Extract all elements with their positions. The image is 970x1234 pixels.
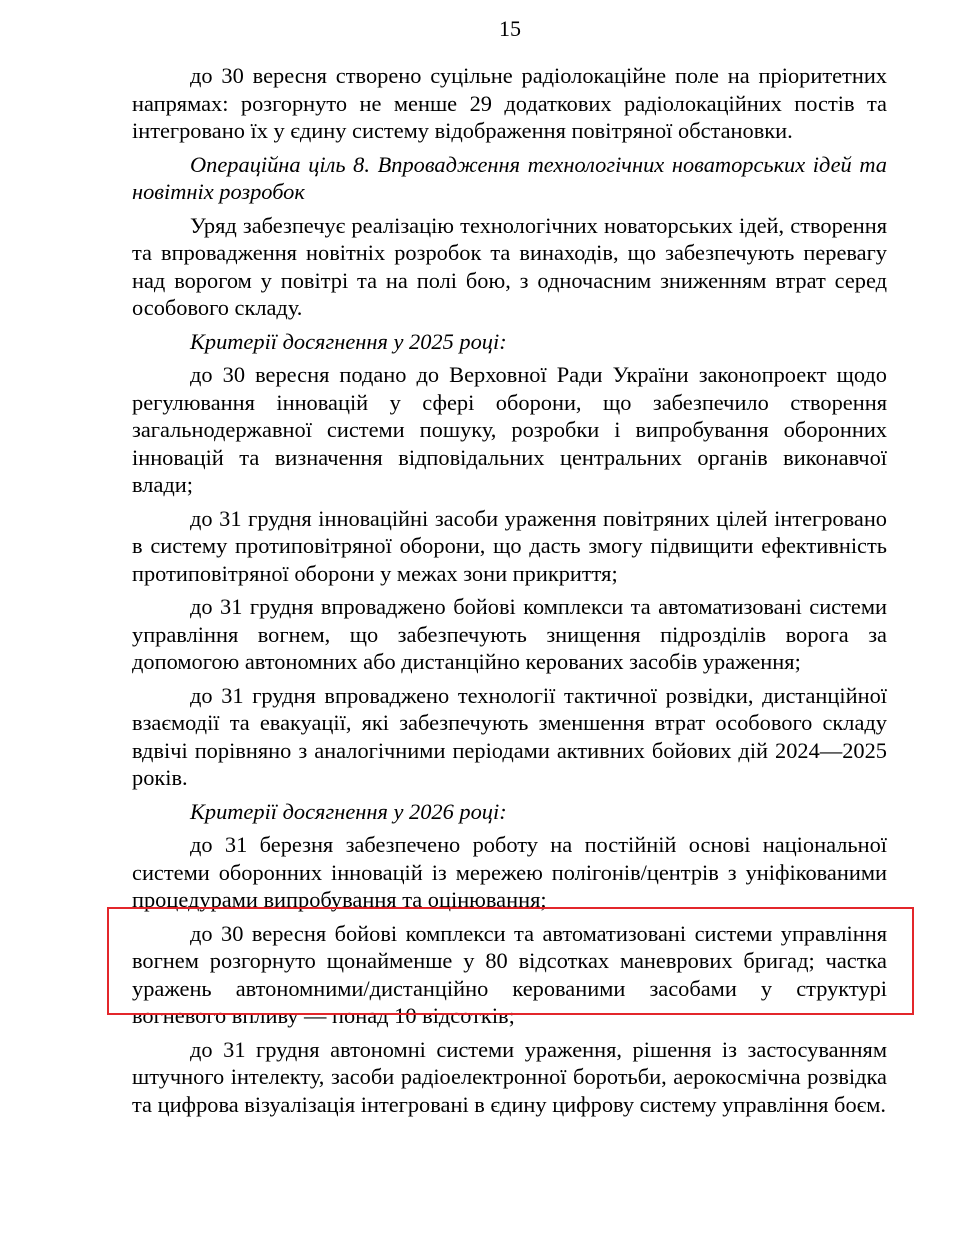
- criteria-2026-heading: Критерії досягнення у 2026 році:: [190, 798, 507, 824]
- highlight-box: [107, 907, 914, 1015]
- criterion-2026-brigades-highlighted: до 30 вересня бойові комплекси та автоматизовані системи управління вогнем розгорнуто щонайменше у 80 відсотках маневрових бригад; частка уражень автономними/дистанційно керованими засобами у структурі вогневого впливу — понад 10 відсотків;: [132, 920, 887, 1028]
- page-number: 15: [499, 16, 521, 41]
- operational-goal-heading: Операційна ціль 8. Впровадження технологічних новаторських ідей та новітніх розробок: [132, 151, 887, 204]
- criterion-2025-air-defense: до 31 грудня інноваційні засоби ураження повітряних цілей інтегровано в систему протиповітряної оборони, що дасть змогу підвищити ефективність протиповітряної оборони у межах зони прикриття;: [132, 505, 887, 586]
- criterion-2025-fire-control: до 31 грудня впроваджено бойові комплекси та автоматизовані системи управління вогнем, що забезпечують знищення підрозділів ворога за допомогою автономних або дистанційно керованих засобів ураження;: [132, 594, 887, 674]
- paragraph-government-ensures: Уряд забезпечує реалізацію технологічних новаторських ідей, створення та впровадження новітніх розробок та винаходів, що забезпечують перевагу над ворогом у повітрі та на полі бою, з одночасним зниженням втрат серед особового складу.: [132, 212, 887, 320]
- criterion-2025-bill: до 30 вересня подано до Верховної Ради України законопроект щодо регулювання інновацій у сфері оборони, що забезпечило створення загальнодержавної системи пошуку, розробки і випробування оборонних інновацій та визначення відповідальних центральних органів виконавчої влади;: [132, 362, 887, 497]
- criterion-2025-recon: до 31 грудня впроваджено технології тактичної розвідки, дистанційної взаємодії та евакуації, які забезпечують зменшення втрат особового складу вдвічі порівняно з аналогічними періодами активних бойових дій 2024—2025 років.: [132, 682, 887, 790]
- criterion-2026-innovation-system: до 31 березня забезпечено роботу на постійній основі національної системи оборонних інновацій із мережею полігонів/центрів з уніфікованими процедурами випробування та оцінювання;: [132, 832, 887, 912]
- criterion-2026-digital-system: до 31 грудня автономні системи ураження, рішення із застосуванням штучного інтелекту, засоби радіоелектронної боротьби, аерокосмічна розвідка та цифрова візуалізація інтегровані в єдину цифрову систему управління боєм.: [132, 1036, 887, 1117]
- criteria-2025-heading: Критерії досягнення у 2025 році:: [190, 328, 507, 354]
- paragraph-radar-field: до 30 вересня створено суцільне радіолокаційне поле на пріоритетних напрямах: розгорнуто не менше 29 додаткових радіолокаційних постів та інтегровано їх у єдину систему відображення повітряної обстановки.: [132, 63, 887, 143]
